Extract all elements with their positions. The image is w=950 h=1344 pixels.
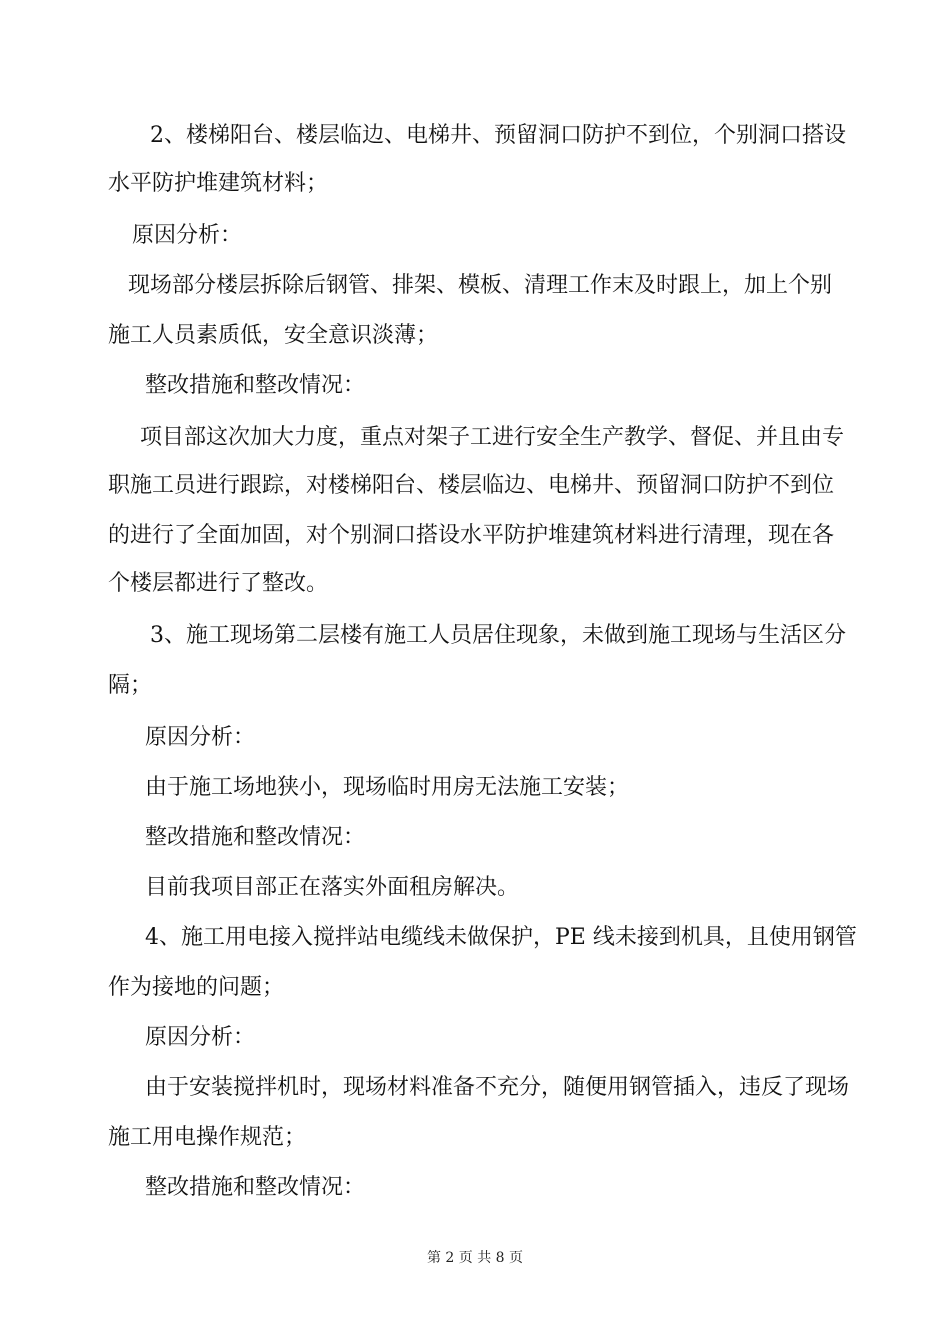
paragraph-line: 目前我项目部正在落实外面租房解决。 [145,875,520,900]
paragraph-line: 的进行了全面加固，对个别洞口搭设水平防护堆建筑材料进行清理，现在各 [108,523,835,548]
paragraph-line: 现场部分楼层拆除后钢管、排架、模板、清理工作末及时跟上，加上个别 [128,273,833,298]
paragraph-line: 个楼层都进行了整改。 [108,571,329,596]
page-number-footer: 第 2 页 共 8 页 [426,1250,524,1266]
section-heading: 整改措施和整改情况： [145,373,366,398]
paragraph-line: 由于施工场地狭小，现场临时用房无法施工安装； [145,775,630,800]
paragraph-line: 水平防护堆建筑材料； [108,171,329,196]
paragraph-line: 作为接地的问题； [108,975,285,1000]
section-heading: 原因分析： [145,725,256,750]
paragraph-line: 由于安装搅拌机时，现场材料准备不充分，随便用钢管插入，违反了现场 [145,1075,850,1100]
paragraph-line: 4、施工用电接入搅拌站电缆线未做保护，PE 线未接到机具，且使用钢管 [145,925,857,950]
paragraph-line: 隔； [108,673,153,698]
section-heading: 原因分析： [132,223,243,248]
section-heading: 整改措施和整改情况： [145,825,366,850]
paragraph-line: 项目部这次加大力度，重点对架子工进行安全生产教学、督促、并且由专 [140,425,845,450]
paragraph-line: 施工人员素质低，安全意识淡薄； [108,323,439,348]
section-heading: 原因分析： [145,1025,256,1050]
paragraph-line: 施工用电操作规范； [108,1125,307,1150]
paragraph-line: 2、楼梯阳台、楼层临边、电梯井、预留洞口防护不到位，个别洞口搭设 [150,123,846,148]
paragraph-line: 职施工员进行跟踪，对楼梯阳台、楼层临边、电梯井、预留洞口防护不到位 [108,473,835,498]
paragraph-line: 3、施工现场第二层楼有施工人员居住现象，未做到施工现场与生活区分 [150,623,846,648]
section-heading: 整改措施和整改情况： [145,1175,366,1200]
